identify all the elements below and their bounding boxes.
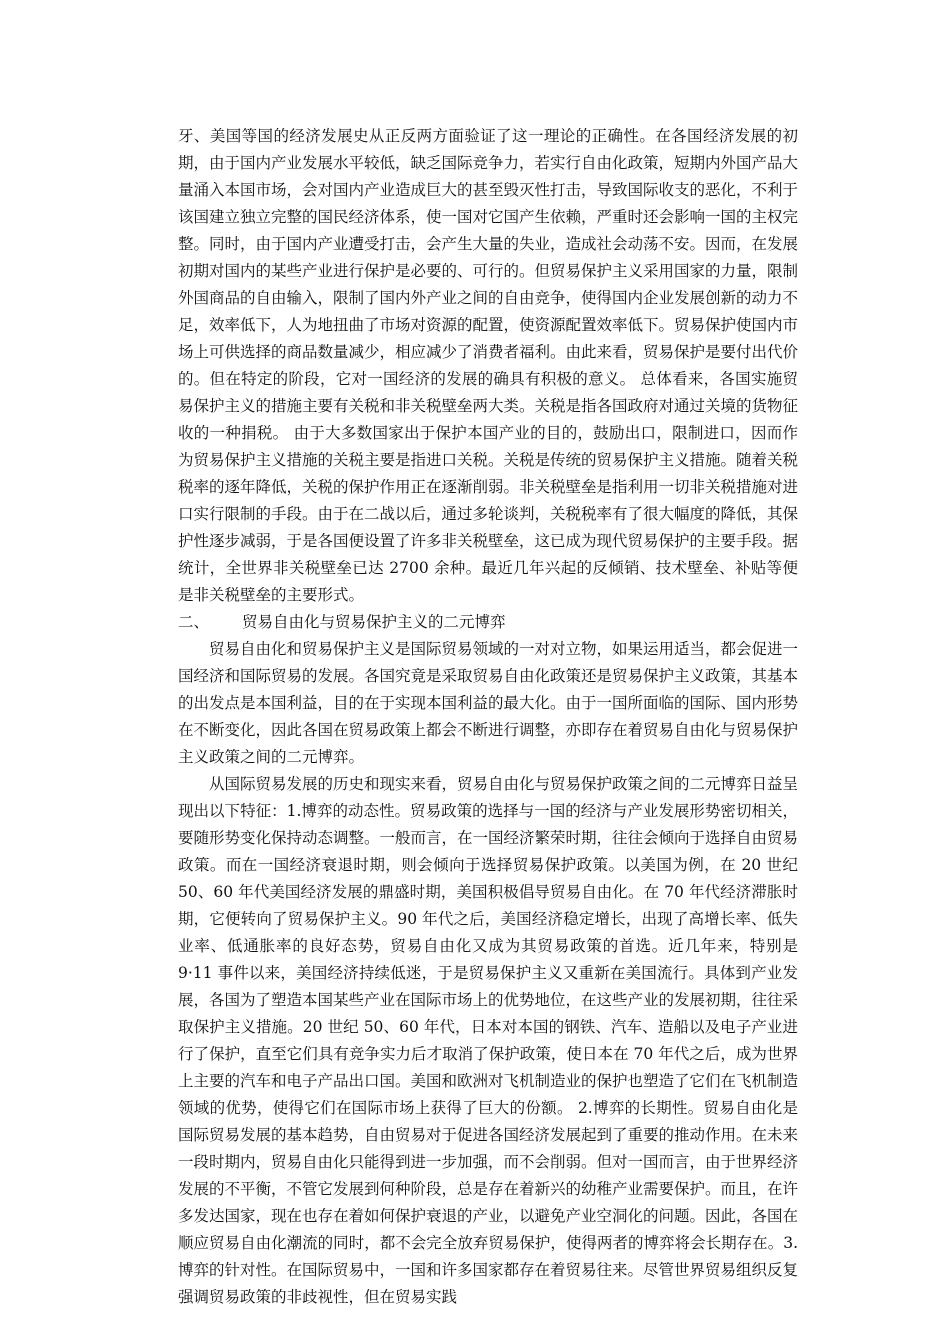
paragraph: 从国际贸易发展的历史和现实来看，贸易自由化与贸易保护政策之间的二元博弈日益呈现出以下特征：1.博弈的动态性。贸易政策的选择与一国的经济与产业发展形势密切相关，要随形势变化保持动态调整。一般而言，在一国经济繁荣时期，往往会倾向于选择自由贸易政策。而在一国经济衰退时期，则会倾向于选择贸易保护政策。以美国为例，在 20 世纪 50、60 年代美国经济发展的鼎盛时期，美国积极倡导贸易自由化。在 70 年代经济滞胀时期，它便转向了贸易保护主义。90 年代之后，美国经济稳定增长，出现了高增长率、低失业率、低通胀率的良好态势，贸易自由化又成为其贸易政策的首选。近几年来，特别是 9·11 事件以来，美国经济持续低迷，于是贸易保护主义又重新在美国流行。具体到产业发展，各国为了塑造本国某些产业在国际市场上的优势地位，在这些产业的发展初期，往往采取保护主义措施。20 世纪 50、60 年代，日本对本国的钢铁、汽车、造船以及电子产业进行了保护，直至它们具有竞争实力后才取消了保护政策，使日本在 70 年代之后，成为世界上主要的汽车和电子产品出口国。美国和欧洲对飞机制造业的保护也塑造了它们在飞机制造领域的优势，使得它们在国际市场上获得了巨大的份额。 2.博弈的长期性。贸易自由化是国际贸易发展的基本趋势，自由贸易对于促进各国经济发展起到了重要的推动作用。在未来一段时期内，贸易自由化只能得到进一步加强，而不会削弱。但对一国而言，由于世界经济发展的不平衡，不管它发展到何种阶段，总是存在着新兴的幼稚产业需要保护。而且，在许多发达国家，现在也存在着如何保护衰退的产业，以避免产业空洞化的问题。因此，各国在顺应贸易自由化潮流的同时，都不会完全放弃贸易保护，使得两者的博弈将会长期存在。3.博弈的针对性。在国际贸易中，一国和许多国家都存在着贸易往来。尽管世界贸易组织反复强调贸易政策的非歧视性，但在贸易实践 [178, 775, 799, 1306]
paragraph-continued: 牙、美国等国的经济发展史从正反两方面验证了这一理论的正确性。在各国经济发展的初期，由于国内产业发展水平较低，缺乏国际竞争力，若实行自由化政策，短期内外国产品大量涌入本国市场，会对国内产业造成巨大的甚至毁灭性打击，导致国际收支的恶化，不利于该国建立独立完整的国民经济体系，使一国对它国产生依赖，严重时还会影响一国的主权完整。同时，由于国内产业遭受打击，会产生大量的失业，造成社会动荡不安。因而，在发展初期对国内的某些产业进行保护是必要的、可行的。但贸易保护主义采用国家的力量，限制外国商品的自由输入，限制了国内外产业之间的自由竞争，使得国内企业发展创新的动力不足，效率低下，人为地扭曲了市场对资源的配置，使资源配置效率低下。贸易保护使国内市场上可供选择的商品数量减少，相应减少了消费者福利。由此来看，贸易保护是要付出代价的。但在特定的阶段，它对一国经济的发展的确具有积极的意义。 总体看来，各国实施贸易保护主义的措施主要有关税和非关税壁垒两大类。关税是指各国政府对通过关境的货物征收的一种捐税。 由于大多数国家出于保护本国产业的目的，鼓励出口，限制进口，因而作为贸易保护主义措施的关税主要是指进口关税。关税是传统的贸易保护主义措施。随着关税税率的逐年降低，关税的保护作用正在逐渐削弱。非关税壁垒是指利用一切非关税措施对进口实行限制的手段。由于在二战以后，通过多轮谈判，关税税率有了很大幅度的降低，其保护性逐步减弱，于是各国便设置了许多非关税壁垒，这已成为现代贸易保护的主要手段。据统计，全世界非关税壁垒已达 2700 余种。最近几年兴起的反倾销、技术壁垒、补贴等便是非关税壁垒的主要形式。 [178, 127, 799, 604]
paragraph: 贸易自由化和贸易保护主义是国际贸易领域的一对对立物，如果运用适当，都会促进一国经济和国际贸易的发展。各国究竟是采取贸易自由化政策还是贸易保护主义政策，其基本的出发点是本国利益，目的在于实现本国利益的最大化。由于一国所面临的国际、国内形势在不断变化，因此各国在贸易政策上都会不断进行调整，亦即存在着贸易自由化与贸易保护主义政策之间的二元博弈。 [178, 640, 799, 766]
section-title: 贸易自由化与贸易保护主义的二元博弈 [242, 613, 506, 631]
section-number: 二、 [178, 613, 210, 631]
document-body [178, 123, 798, 1311]
section-heading [178, 609, 798, 636]
